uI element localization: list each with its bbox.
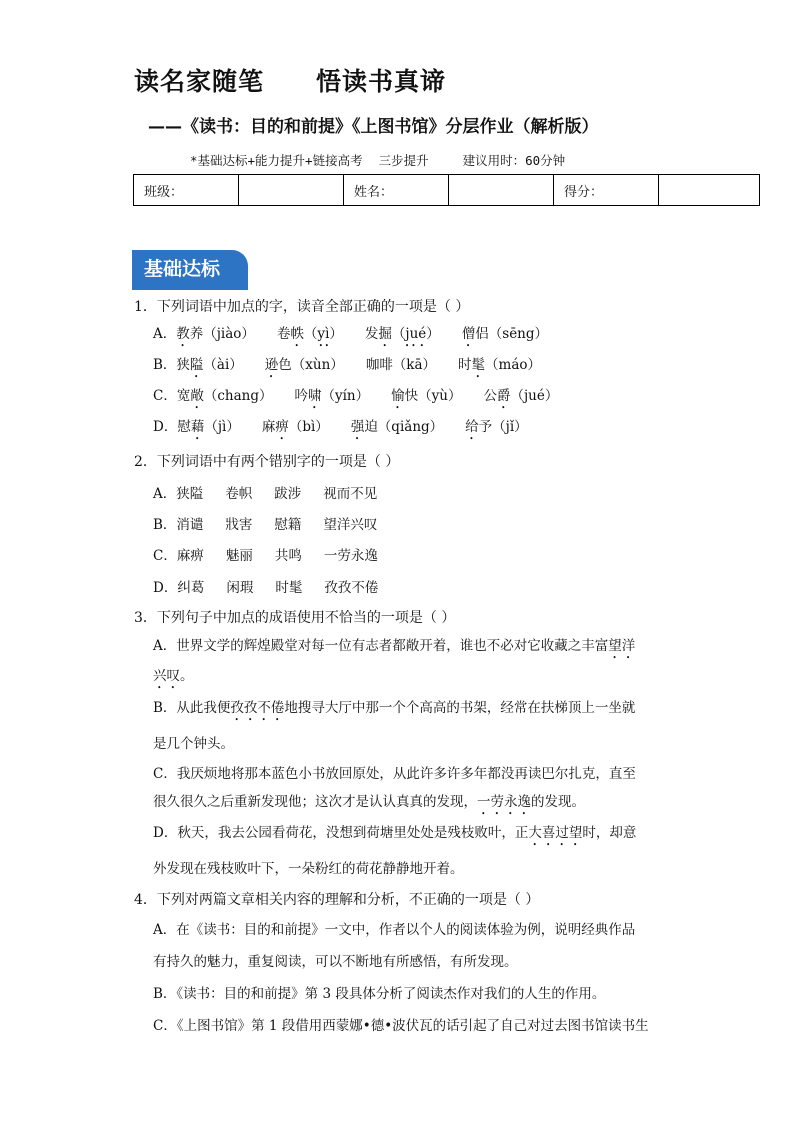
q2-option-d: D．纠葛 闲瑕 时髦 孜孜不倦 bbox=[153, 580, 379, 596]
q2-option-a: A．狭隘 卷帜 跋涉 视而不见 bbox=[153, 486, 378, 502]
q3-stem: 3．下列句子中加点的成语使用不恰当的一项是（ ） bbox=[134, 610, 456, 626]
q4-option-a-line2: 有持久的魅力，重复阅读，可以不断地有所感悟，有所发现。 bbox=[153, 954, 518, 970]
q4-option-b-line1: B．《读书：目的和前提》第 3 段具体分析了阅读杰作对我们的人生的作用。 bbox=[153, 986, 606, 1002]
name-field[interactable] bbox=[449, 175, 554, 206]
class-field[interactable] bbox=[239, 175, 344, 206]
section-divider bbox=[132, 288, 248, 290]
q4-option-c-line1: C．《上图书馆》第 1 段借用西蒙娜•德•波伏瓦的话引起了自己对过去图书馆读书生 bbox=[153, 1018, 649, 1034]
score-field[interactable] bbox=[659, 175, 760, 206]
info-levels: *基础达标+能力提升+链接高考 bbox=[190, 153, 363, 168]
section-badge: 基础达标 bbox=[132, 250, 248, 288]
name-label: 姓名： bbox=[344, 175, 449, 206]
q4-stem: 4．下列对两篇文章相关内容的理解和分析，不正确的一项是（ ） bbox=[134, 892, 540, 908]
study-info bbox=[190, 151, 565, 169]
info-steps: 三步提升 bbox=[378, 153, 429, 168]
q1-stem: 1．下列词语中加点的字，读音全部正确的一项是（ ） bbox=[134, 299, 470, 315]
q2-option-c: C．麻痹 魅丽 共鸣 一劳永逸 bbox=[153, 548, 378, 564]
q2-option-b: B．消谴 戕害 慰籍 望洋兴叹 bbox=[153, 517, 378, 533]
page-subtitle: ——《读书：目的和前提》《上图书馆》分层作业（解析版） bbox=[148, 117, 599, 137]
score-label: 得分： bbox=[554, 175, 659, 206]
q1-option-d: D．慰藉（jì） 麻痹（bì） 强迫（qiǎng） 给予（jǐ） bbox=[153, 419, 528, 435]
q4-option-a-line1: A．在《读书：目的和前提》一文中，作者以个人的阅读体验为例，说明经典作品 bbox=[153, 922, 636, 938]
class-label: 班级： bbox=[134, 175, 239, 206]
q1-option-a: A．教养（jiào） 卷帙（yì） 发掘（jué） 僧侣（sēng） bbox=[153, 326, 549, 342]
q3-option-c-line2: 很久很久之后重新发现他；这次才是认认真真的发现，一劳永逸的发现。 bbox=[153, 794, 585, 810]
page-title: 读名家随笔 悟读书真谛 bbox=[134, 67, 447, 96]
info-time: 建议用时：60分钟 bbox=[462, 153, 566, 168]
q3-option-b-line2: 是几个钟头。 bbox=[153, 736, 234, 752]
q3-option-a-line2: 兴叹。 bbox=[153, 668, 194, 684]
student-info-table bbox=[133, 174, 760, 206]
q1-option-b: B．狭隘（ài） 逊色（xùn） 咖啡（kā） 时髦（máo） bbox=[153, 357, 542, 373]
q1-option-c: C．宽敞（chang） 吟啸（yín） 愉快（yù） 公爵（jué） bbox=[153, 388, 559, 404]
q3-option-d-line1: D．秋天，我去公园看荷花，没想到荷塘里处处是残枝败叶，正大喜过望时，却意 bbox=[153, 825, 637, 841]
q3-option-d-line2: 外发现在残枝败叶下，一朵粉红的荷花静静地开着。 bbox=[153, 861, 464, 877]
q3-option-a-line1: A．世界文学的辉煌殿堂对每一位有志者都敞开着，谁也不必对它收藏之丰富望洋 bbox=[153, 638, 636, 654]
q3-option-b-line1: B．从此我便孜孜不倦地搜寻大厅中那一个个高高的书架，经常在扶梯顶上一坐就 bbox=[153, 700, 636, 716]
q3-option-c-line1: C．我厌烦地将那本蓝色小书放回原处，从此许多许多年都没再读巴尔扎克，直至 bbox=[153, 766, 636, 782]
q2-stem: 2．下列词语中有两个错别字的一项是（ ） bbox=[134, 454, 400, 470]
